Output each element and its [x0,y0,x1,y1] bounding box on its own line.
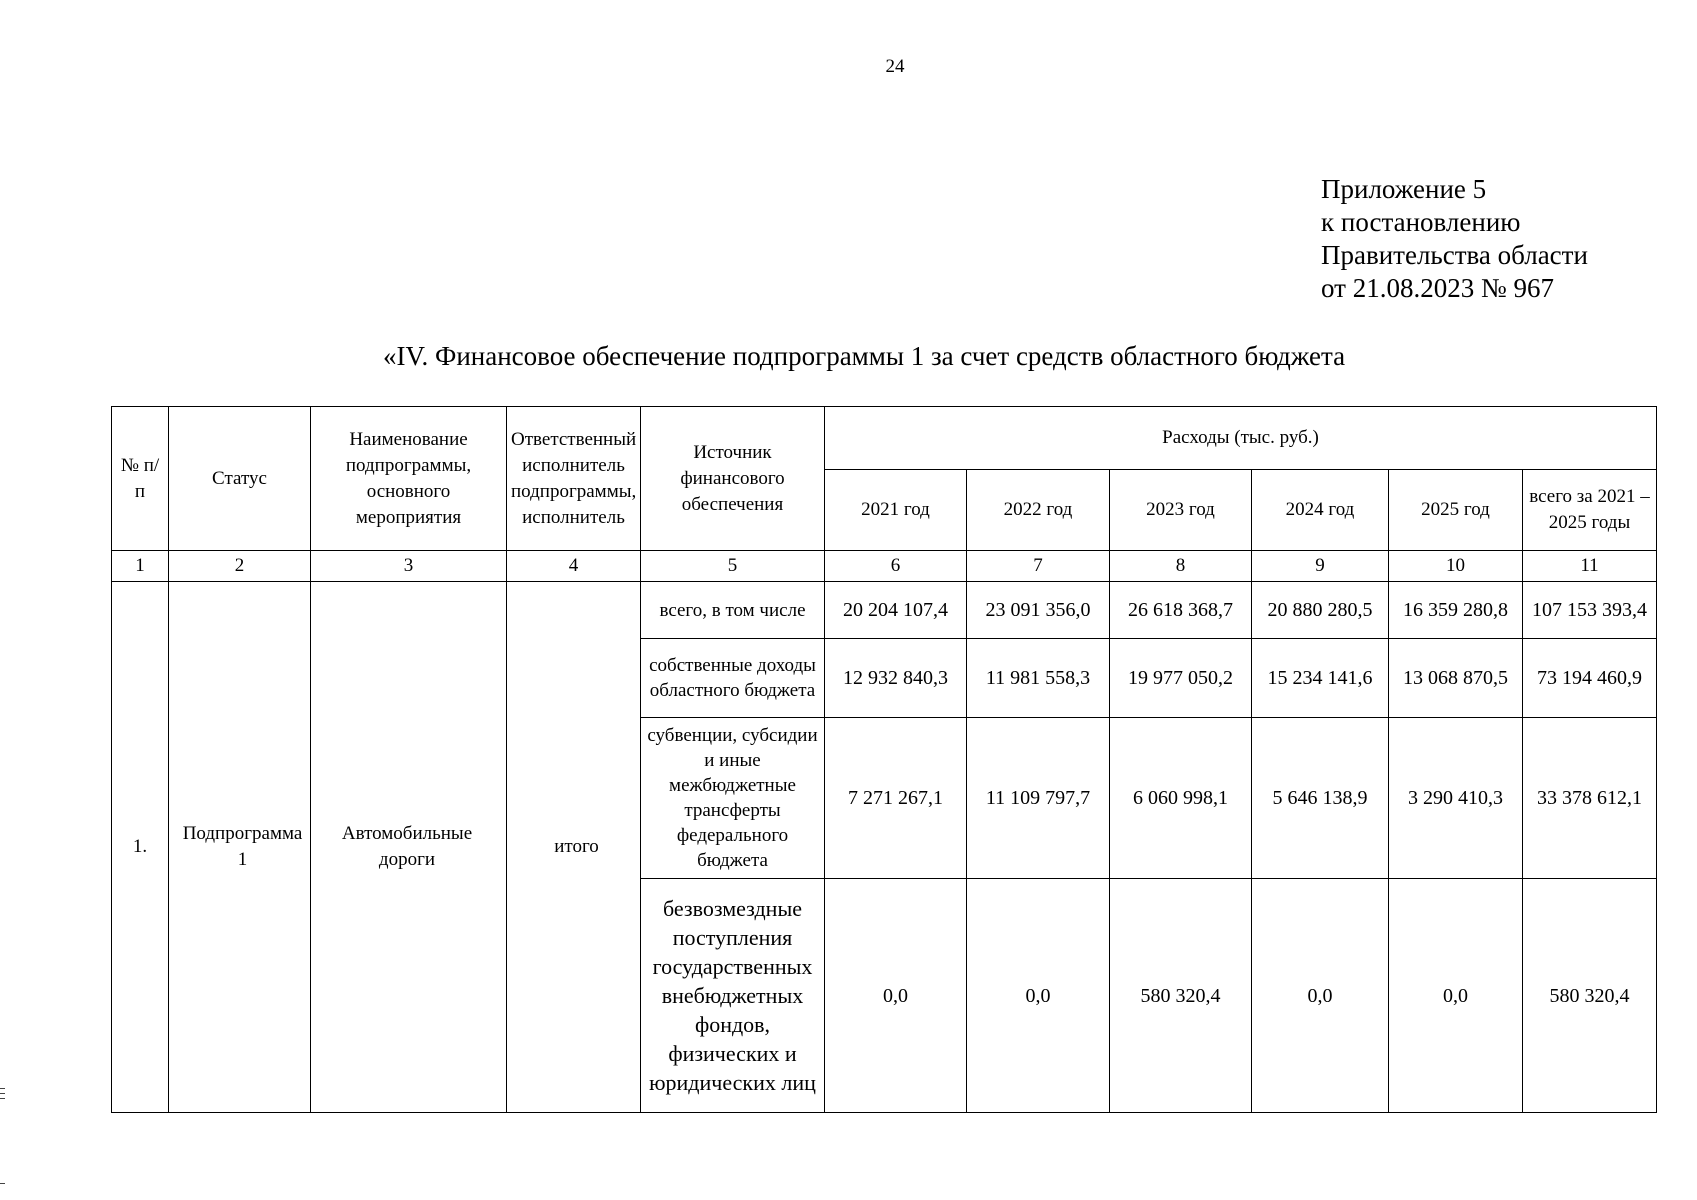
header-executor: Ответственный исполнитель подпрограммы, исполнитель [507,407,641,551]
column-number: 11 [1523,551,1657,582]
appendix-line-2: к постановлению [1321,207,1521,237]
column-number: 3 [311,551,507,582]
value-cell: 16 359 280,8 [1389,582,1523,639]
header-num: № п/п [112,407,169,551]
value-cell: 6 060 998,1 [1110,718,1252,879]
value-cell: 19 977 050,2 [1110,639,1252,718]
header-year-total: всего за 2021 – 2025 годы [1523,470,1657,551]
value-cell: 15 234 141,6 [1252,639,1389,718]
value-cell: 3 290 410,3 [1389,718,1523,879]
appendix-block [1321,173,1588,305]
table-row [112,582,1657,639]
value-cell: 73 194 460,9 [1523,639,1657,718]
value-cell: 12 932 840,3 [825,639,967,718]
value-cell: 580 320,4 [1523,879,1657,1113]
value-cell: 26 618 368,7 [1110,582,1252,639]
header-status: Статус [169,407,311,551]
source-label: субвенции, субсидии и иные межбюджетные трансферты федерального бюджета [641,718,825,879]
value-cell: 0,0 [967,879,1110,1113]
header-source: Источник финансового обеспечения [641,407,825,551]
column-number: 10 [1389,551,1523,582]
value-cell: 20 880 280,5 [1252,582,1389,639]
financing-table [111,406,1657,1113]
header-expenses: Расходы (тыс. руб.) [825,407,1657,470]
header-year-2025: 2025 год [1389,470,1523,551]
value-cell: 11 109 797,7 [967,718,1110,879]
appendix-line-4: от 21.08.2023 № 967 [1321,273,1554,303]
value-cell: 23 091 356,0 [967,582,1110,639]
source-label: собственные доходы областного бюджета [641,639,825,718]
appendix-line-1: Приложение 5 [1321,174,1487,204]
value-cell: 5 646 138,9 [1252,718,1389,879]
column-numbers-row [112,551,1657,582]
column-number: 5 [641,551,825,582]
value-cell: 107 153 393,4 [1523,582,1657,639]
header-year-2024: 2024 год [1252,470,1389,551]
document-title: «IV. Финансовое обеспечение подпрограммы 1 за счет средств областного бюджета [383,341,1346,371]
source-label: безвозмездные поступления государственных внебюджетных фондов, физических и юридических лиц [641,879,825,1113]
row-executor: итого [507,582,641,1113]
scan-mark [0,1183,5,1184]
header-year-2023: 2023 год [1110,470,1252,551]
value-cell: 20 204 107,4 [825,582,967,639]
scan-mark [0,1088,5,1089]
value-cell: 0,0 [1389,879,1523,1113]
row-name: Автомобильные дороги [311,582,507,1113]
column-number: 7 [967,551,1110,582]
header-year-2022: 2022 год [967,470,1110,551]
column-number: 1 [112,551,169,582]
scan-mark [0,1098,5,1099]
column-number: 2 [169,551,311,582]
source-label: всего, в том числе [641,582,825,639]
row-num: 1. [112,582,169,1113]
header-year-2021: 2021 год [825,470,967,551]
column-number: 8 [1110,551,1252,582]
value-cell: 13 068 870,5 [1389,639,1523,718]
value-cell: 33 378 612,1 [1523,718,1657,879]
header-row [112,407,1657,470]
column-number: 9 [1252,551,1389,582]
value-cell: 11 981 558,3 [967,639,1110,718]
value-cell: 580 320,4 [1110,879,1252,1113]
column-number: 6 [825,551,967,582]
column-number: 4 [507,551,641,582]
value-cell: 0,0 [825,879,967,1113]
page-number: 24 [885,56,905,77]
appendix-line-3: Правительства области [1321,240,1588,270]
value-cell: 7 271 267,1 [825,718,967,879]
value-cell: 0,0 [1252,879,1389,1113]
scan-mark [0,1093,5,1094]
header-name: Наименование подпрограммы, основного мероприятия [311,407,507,551]
row-status: Подпрограмма 1 [169,582,311,1113]
